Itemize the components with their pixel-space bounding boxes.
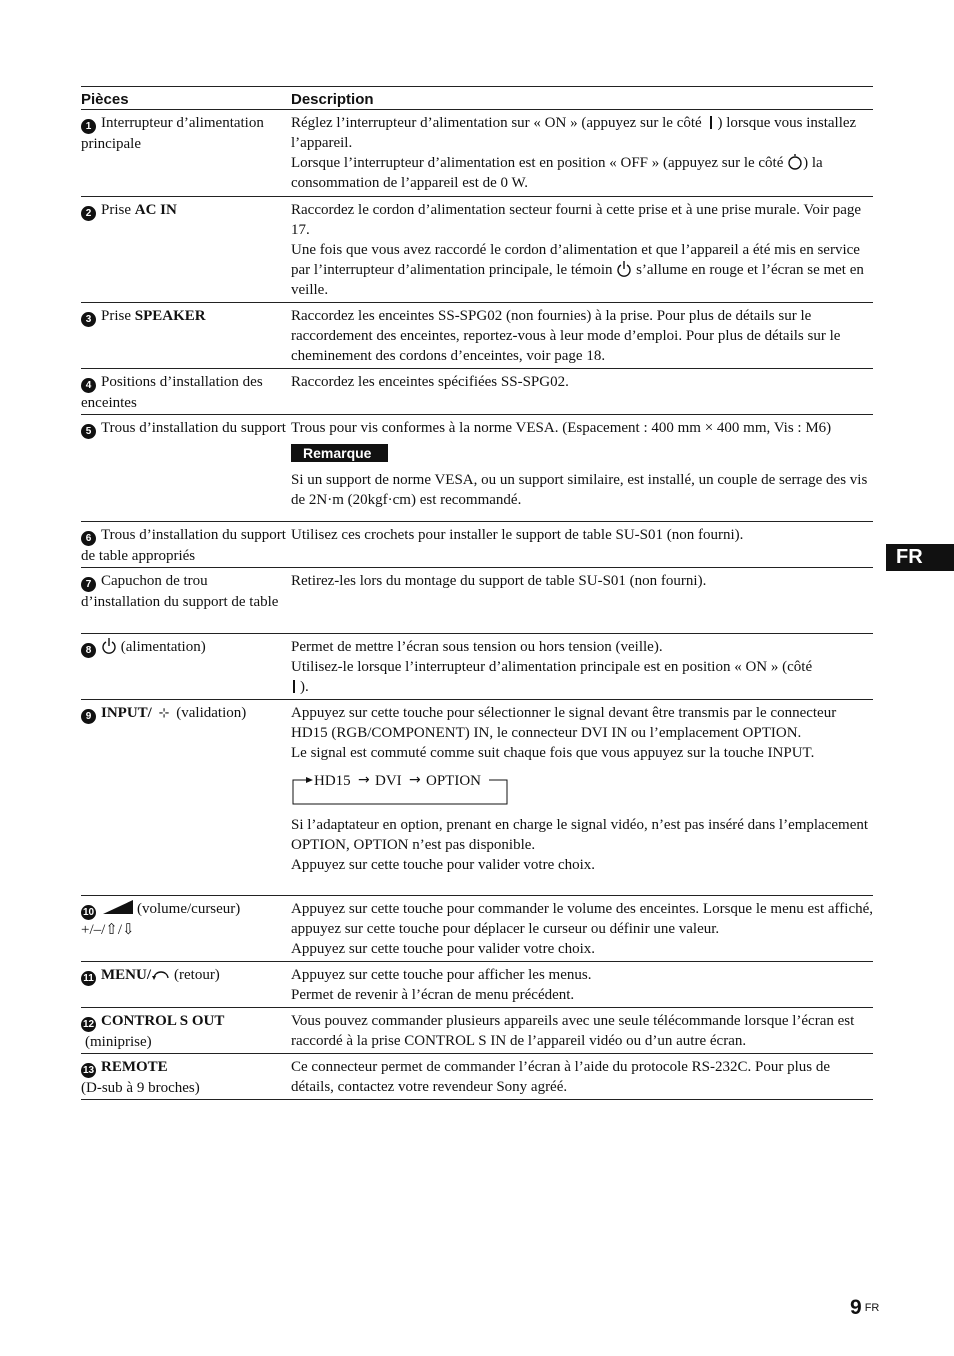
description-text: Appuyez sur cette touche pour valider votre choix. bbox=[291, 857, 596, 873]
description-text: Permet de revenir à l’écran de menu précédent. bbox=[291, 987, 575, 1003]
table-row bbox=[81, 110, 873, 197]
description-cell bbox=[291, 571, 873, 633]
description-text: Utilisez ces crochets pour installer le support de table SU-S01 (non fourni). bbox=[291, 527, 744, 543]
description-cell bbox=[291, 965, 873, 1007]
power-on-side-icon bbox=[293, 680, 295, 693]
table-row bbox=[81, 634, 873, 700]
page-number bbox=[850, 1296, 879, 1320]
part-cell bbox=[81, 372, 291, 414]
part-name-bold: AC IN bbox=[134, 202, 177, 218]
description-text: Trous pour vis conformes à la norme VESA. (Espacement : 400 mm × 400 mm, Vis : M6) bbox=[291, 420, 832, 436]
part-number-badge: 5 bbox=[81, 424, 96, 439]
description-cell bbox=[291, 200, 873, 302]
description-text: Utilisez-le lorsque l’interrupteur d’alimentation principale est en position « ON » (côté bbox=[291, 659, 813, 675]
part-name: (miniprise) bbox=[85, 1034, 152, 1050]
table-row bbox=[81, 369, 873, 415]
description-text: Appuyez sur cette touche pour commander le volume des enceintes. Lorsque le menu est affiché, appuyez sur cette touche pour déplacer le curseur ou définir une valeur. bbox=[291, 901, 874, 937]
description-cell bbox=[291, 1011, 873, 1053]
part-name: Prise bbox=[101, 202, 131, 218]
table-row bbox=[81, 896, 873, 962]
header-description: Description bbox=[291, 91, 374, 108]
power-icon bbox=[101, 637, 117, 654]
part-cell bbox=[81, 525, 291, 567]
table-row bbox=[81, 700, 873, 896]
part-number-badge: 9 bbox=[81, 709, 96, 724]
input-cycle-diagram bbox=[291, 773, 513, 805]
note-label: Remarque bbox=[291, 444, 388, 462]
description-text: Raccordez le cordon d’alimentation secteur fourni à cette prise et à une prise murale. Voir page 17. bbox=[291, 202, 862, 238]
part-name: (volume/curseur) bbox=[137, 901, 241, 917]
part-name: (retour) bbox=[174, 967, 220, 983]
table-row bbox=[81, 962, 873, 1008]
description-text: Retirez-les lors du montage du support de table SU-S01 (non fourni). bbox=[291, 573, 707, 589]
part-number-badge: 13 bbox=[82, 1065, 95, 1076]
description-text: Vous pouvez commander plusieurs appareils avec une seule télécommande lorsque l’écran est raccordé à la prise CONTROL S IN de l’appareil vidéo ou d’un autre écran. bbox=[291, 1013, 855, 1049]
part-name: (D-sub à 9 broches) bbox=[81, 1080, 200, 1096]
parts-table bbox=[81, 86, 873, 1100]
power-on-side-icon bbox=[710, 116, 712, 129]
cycle-item-hd15: HD15 bbox=[314, 773, 351, 789]
part-cell bbox=[81, 965, 291, 1007]
part-cell bbox=[81, 899, 291, 961]
table-row bbox=[81, 1008, 873, 1054]
part-cell bbox=[81, 571, 291, 633]
description-text: s’allume en rouge et l’écran se met en veille. bbox=[291, 262, 864, 298]
table-row bbox=[81, 1054, 873, 1100]
description-text: Raccordez les enceintes spécifiées SS-SPG02. bbox=[291, 374, 569, 390]
arrow-right-icon: → bbox=[358, 772, 370, 788]
page-number-value: 9 bbox=[850, 1296, 862, 1319]
description-text: Si l’adaptateur en option, prenant en charge le signal vidéo, n’est pas inséré dans l’emplacement OPTION, OPTION n’est pas disponible. bbox=[291, 817, 869, 853]
part-name: Interrupteur d’alimentation principale bbox=[81, 115, 264, 152]
part-number-badge: 1 bbox=[81, 119, 96, 134]
part-number-badge: 6 bbox=[81, 531, 96, 546]
part-cell bbox=[81, 113, 291, 196]
description-cell bbox=[291, 306, 873, 368]
part-name: Positions d’installation des enceintes bbox=[81, 374, 263, 411]
description-text: Lorsque l’interrupteur d’alimentation est en position « OFF » (appuyez sur le côté bbox=[291, 155, 784, 171]
description-text: Une fois que vous avez raccordé le cordon d’alimentation et que l’appareil a été mis en service par l’interrupteur d’alimentation principale, le témoin bbox=[291, 242, 860, 278]
description-text: Réglez l’interrupteur d’alimentation sur « ON » (appuyez sur le côté bbox=[291, 115, 702, 131]
part-name-bold: REMOTE bbox=[101, 1059, 168, 1075]
description-text: Appuyez sur cette touche pour valider votre choix. bbox=[291, 941, 596, 957]
description-cell bbox=[291, 899, 873, 961]
header-parts: Pièces bbox=[81, 91, 129, 108]
description-cell bbox=[291, 372, 873, 414]
description-text: Appuyez sur cette touche pour afficher les menus. bbox=[291, 967, 592, 983]
description-cell bbox=[291, 637, 873, 699]
language-tab: FR bbox=[886, 544, 954, 571]
description-text: Si un support de norme VESA, ou un support similaire, est installé, un couple de serrage des vis de 2N·m (20kgf·cm) est recommandé. bbox=[291, 472, 868, 508]
description-text: Permet de mettre l’écran sous tension ou hors tension (veille). bbox=[291, 639, 663, 655]
cycle-item-option: OPTION bbox=[426, 773, 481, 789]
description-cell bbox=[291, 703, 873, 895]
part-cell bbox=[81, 1057, 291, 1099]
description-cell bbox=[291, 1057, 873, 1099]
description-text: ). bbox=[300, 679, 309, 695]
part-name-bold: SPEAKER bbox=[134, 308, 206, 324]
part-name: Capuchon de trou d’installation du support de table bbox=[81, 573, 279, 610]
table-row bbox=[81, 303, 873, 369]
part-name: Trous d’installation du support bbox=[101, 420, 286, 436]
part-cell bbox=[81, 418, 291, 521]
description-cell bbox=[291, 113, 873, 196]
description-cell bbox=[291, 418, 873, 521]
part-name-bold: CONTROL S OUT bbox=[101, 1013, 225, 1029]
table-header bbox=[81, 87, 873, 110]
arrow-right-icon: → bbox=[409, 772, 421, 788]
cycle-item-dvi: DVI bbox=[375, 773, 402, 789]
part-name: Trous d’installation du support de table appropriés bbox=[81, 527, 286, 564]
part-cell bbox=[81, 703, 291, 895]
part-name-bold: MENU/ bbox=[101, 967, 151, 983]
part-number-badge: 12 bbox=[82, 1019, 95, 1030]
part-name-bold: INPUT/ bbox=[101, 705, 152, 721]
part-number-badge: 4 bbox=[81, 378, 96, 393]
part-number-badge: 8 bbox=[81, 643, 96, 658]
description-text: Ce connecteur permet de commander l’écran à l’aide du protocole RS-232C. Pour plus de détails, contactez votre revendeur Sony agréé. bbox=[291, 1059, 830, 1095]
table-row bbox=[81, 415, 873, 522]
part-name: +/–/⇧/⇩ bbox=[81, 922, 135, 938]
description-text: ) la consommation de l’appareil est de 0 W. bbox=[291, 155, 823, 191]
enter-icon: ⊹ bbox=[158, 706, 170, 721]
description-text: ) lorsque vous installez l’appareil. bbox=[291, 115, 857, 151]
part-cell bbox=[81, 637, 291, 699]
description-cell bbox=[291, 525, 873, 567]
part-number-badge: 10 bbox=[82, 907, 95, 918]
description-text: Raccordez les enceintes SS-SPG02 (non fournies) à la prise. Pour plus de détails sur le raccordement des enceintes, reportez-vous à leur mode d’emploi. Pour plus de détails sur le cheminement des cordons d’enceintes, voir page 18. bbox=[291, 308, 841, 364]
power-off-side-icon bbox=[787, 153, 803, 170]
part-cell bbox=[81, 1011, 291, 1053]
part-cell bbox=[81, 306, 291, 368]
power-indicator-icon bbox=[616, 260, 632, 277]
part-cell bbox=[81, 200, 291, 302]
description-text: Le signal est commuté comme suit chaque fois que vous appuyez sur la touche INPUT. bbox=[291, 745, 815, 761]
page-number-suffix: FR bbox=[864, 1302, 880, 1314]
return-icon bbox=[152, 968, 170, 980]
part-name: Prise bbox=[101, 308, 131, 324]
table-row bbox=[81, 197, 873, 303]
table-row bbox=[81, 568, 873, 634]
description-text: Appuyez sur cette touche pour sélectionner le signal devant être transmis par le connecteur HD15 (RGB/COMPONENT) IN, le connecteur DVI IN ou l’emplacement OPTION. bbox=[291, 705, 837, 741]
part-number-badge: 3 bbox=[81, 312, 96, 327]
part-number-badge: 2 bbox=[81, 206, 96, 221]
part-number-badge: 11 bbox=[81, 971, 96, 986]
part-name: (alimentation) bbox=[120, 639, 206, 655]
table-row bbox=[81, 522, 873, 568]
part-name: (validation) bbox=[176, 705, 247, 721]
part-number-badge: 7 bbox=[81, 577, 96, 592]
volume-icon bbox=[103, 900, 133, 914]
